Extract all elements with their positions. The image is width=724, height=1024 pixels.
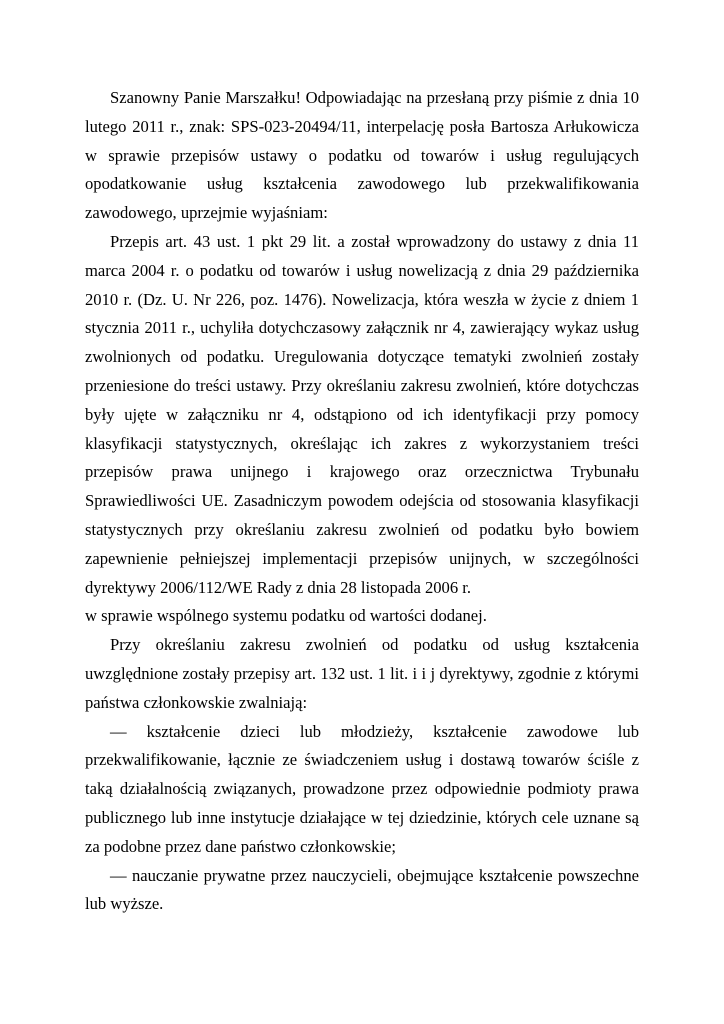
paragraph-directive-title: w sprawie wspólnego systemu podatku od wartości dodanej. <box>85 606 487 626</box>
paragraph-legal-background: Przepis art. 43 ust. 1 pkt 29 lit. a został wprowadzony do ustawy z dnia 11 marca 2004 r. o podatku od towarów i usług nowelizacją z dnia 29 października 2010 r. (Dz. U. Nr 226, poz. 1476). Nowelizacja, która weszła w życie z dniem 1 stycznia 2011 r., uchyliła dotychczasowy załącznik nr 4, zawierający wykaz usług zwolnionych od podatku. Uregulowania dotyczące tematyki zwolnień zostały przeniesione do treści ustawy. Przy określaniu zakresu zwolnień, które dotychczas były ujęte w załączniku nr 4, odstąpiono od ich identyfikacji przy pomocy klasyfikacji statystycznych, określając ich zakres z wykorzystaniem treści przepisów prawa unijnego i krajowego oraz orzecznictwa Trybunału Sprawiedliwości UE. Zasadniczym powodem odejścia od stosowania klasyfikacji statystycznych przy określaniu zakresu zwolnień od podatku było bowiem zapewnienie pełniejszej implementacji przepisów unijnych, w szczególności dyrektywy 2006/112/WE Rady z dnia 28 listopada 2006 r. <box>85 231 639 597</box>
paragraph-greeting: Szanowny Panie Marszałku! Odpowiadając na przesłaną przy piśmie z dnia 10 lutego 2011 r., znak: SPS-023-20494/11, interpelację posła Bartosza Arłukowicza w sprawie przepisów ustawy o podatku od towarów i usług regulujących opodatkowanie usług kształcenia zawodowego lub przekwalifikowania zawodowego, uprzejmie wyjaśniam: <box>85 88 639 223</box>
list-item-private-tuition-exemption: — nauczanie prywatne przez nauczycieli, obejmujące kształcenie powszechne lub wyższe. <box>85 865 639 914</box>
list-item-education-exemption: — kształcenie dzieci lub młodzieży, kształcenie zawodowe lub przekwalifikowanie, łącznie ze świadczeniem usług i dostawą towarów ściśle z taką działalnością związanych, prowadzone przez odpowiednie podmioty prawa publicznego lub inne instytucje działające w tej dziedzinie, których cele uznane są za podobne przez dane państwo członkowskie; <box>85 721 639 856</box>
paragraph-exemptions-intro: Przy określaniu zakresu zwolnień od podatku od usług kształcenia uwzględnione zostały przepisy art. 132 ust. 1 lit. i i j dyrektywy, zgodnie z którymi państwa członkowskie zwalniają: <box>85 635 639 712</box>
letter-body <box>85 84 639 919</box>
